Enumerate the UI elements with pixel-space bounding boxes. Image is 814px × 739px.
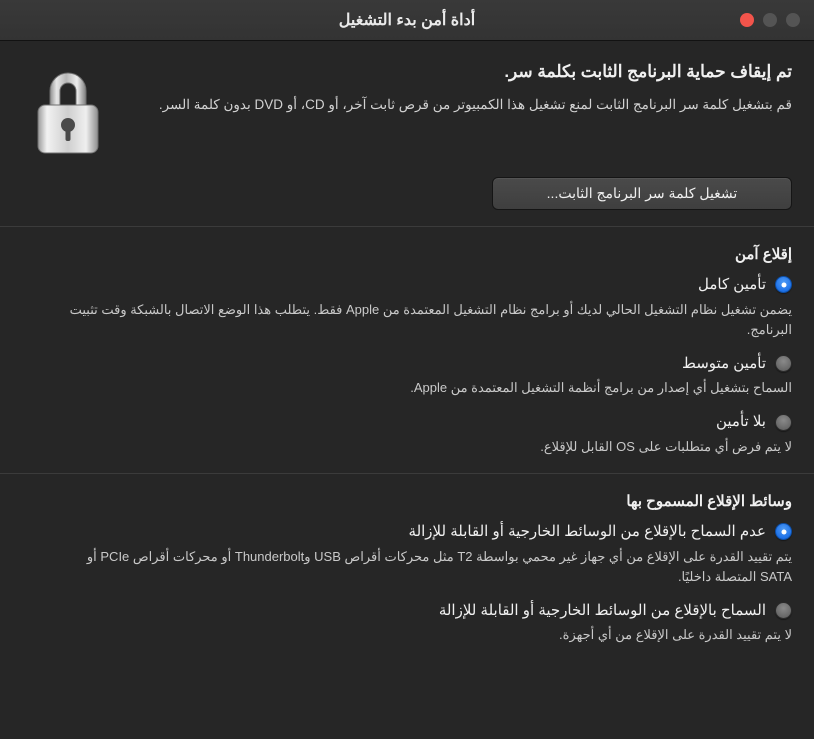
padlock-icon xyxy=(22,59,114,155)
window-content xyxy=(0,41,814,739)
enable-firmware-password-button[interactable]: تشغيل كلمة سر البرنامج الثابت... xyxy=(492,177,792,210)
secure-boot-option-medium[interactable] xyxy=(22,354,792,399)
boot-media-disallow-label: عدم السماح بالإقلاع من الوسائط الخارجية أو القابلة للإزالة xyxy=(408,523,766,541)
radio-boot-media-disallow[interactable] xyxy=(775,523,792,540)
secure-boot-option-none[interactable] xyxy=(22,412,792,457)
title-bar xyxy=(0,0,814,41)
firmware-password-section xyxy=(0,41,814,226)
minimize-button[interactable] xyxy=(763,13,777,27)
boot-media-allow-label: السماح بالإقلاع من الوسائط الخارجية أو القابلة للإزالة xyxy=(438,601,766,619)
firmware-description: قم بتشغيل كلمة سر البرنامج الثابت لمنع تشغيل هذا الكمبيوتر من قرص ثابت آخر، أو CD، أو DVD بدون كلمة السر. xyxy=(158,97,792,113)
radio-secure-boot-full[interactable] xyxy=(775,276,792,293)
boot-media-section xyxy=(0,474,814,661)
radio-secure-boot-medium[interactable] xyxy=(775,355,792,372)
secure-boot-full-label: تأمين كامل xyxy=(698,276,766,293)
secure-boot-medium-label: تأمين متوسط xyxy=(681,354,766,372)
close-button[interactable] xyxy=(740,13,754,27)
secure-boot-full-description: يضمن تشغيل نظام التشغيل الحالي لديك أو برامج نظام التشغيل المعتمدة من Apple فقط. يتطلب هذا الوضع الاتصال بالشبكة وقت تثبيت البرنامج. xyxy=(69,301,792,337)
secure-boot-none-label: بلا تأمين xyxy=(715,413,766,431)
secure-boot-section xyxy=(0,227,814,473)
window-controls xyxy=(740,13,800,27)
radio-secure-boot-none[interactable] xyxy=(775,414,792,431)
boot-media-title: وسائط الإقلاع المسموح بها xyxy=(626,493,792,511)
boot-media-option-allow[interactable] xyxy=(22,601,792,646)
radio-boot-media-allow[interactable] xyxy=(775,602,792,619)
maximize-button[interactable] xyxy=(786,13,800,27)
boot-media-option-disallow[interactable] xyxy=(22,522,792,587)
secure-boot-title: إقلاع آمن xyxy=(734,246,792,263)
boot-media-disallow-description: يتم تقييد القدرة على الإقلاع من أي جهاز غير محمي بواسطة T2 مثل محركات أقراص USB وThunderbolt أو محركات أقراص PCIe أو SATA المتصلة داخليًا. xyxy=(86,548,792,584)
boot-media-allow-description: لا يتم تقييد القدرة على الإقلاع من أي أجهزة. xyxy=(559,627,792,643)
window-title: أداة أمن بدء التشغيل xyxy=(338,12,476,29)
secure-boot-option-full[interactable] xyxy=(22,275,792,340)
firmware-heading: تم إيقاف حماية البرنامج الثابت بكلمة سر. xyxy=(504,62,792,81)
secure-boot-none-description: لا يتم فرض أي متطلبات على OS القابل للإقلاع. xyxy=(540,438,792,454)
secure-boot-medium-description: السماح بتشغيل أي إصدار من برامج أنظمة التشغيل المعتمدة من Apple. xyxy=(410,380,792,396)
